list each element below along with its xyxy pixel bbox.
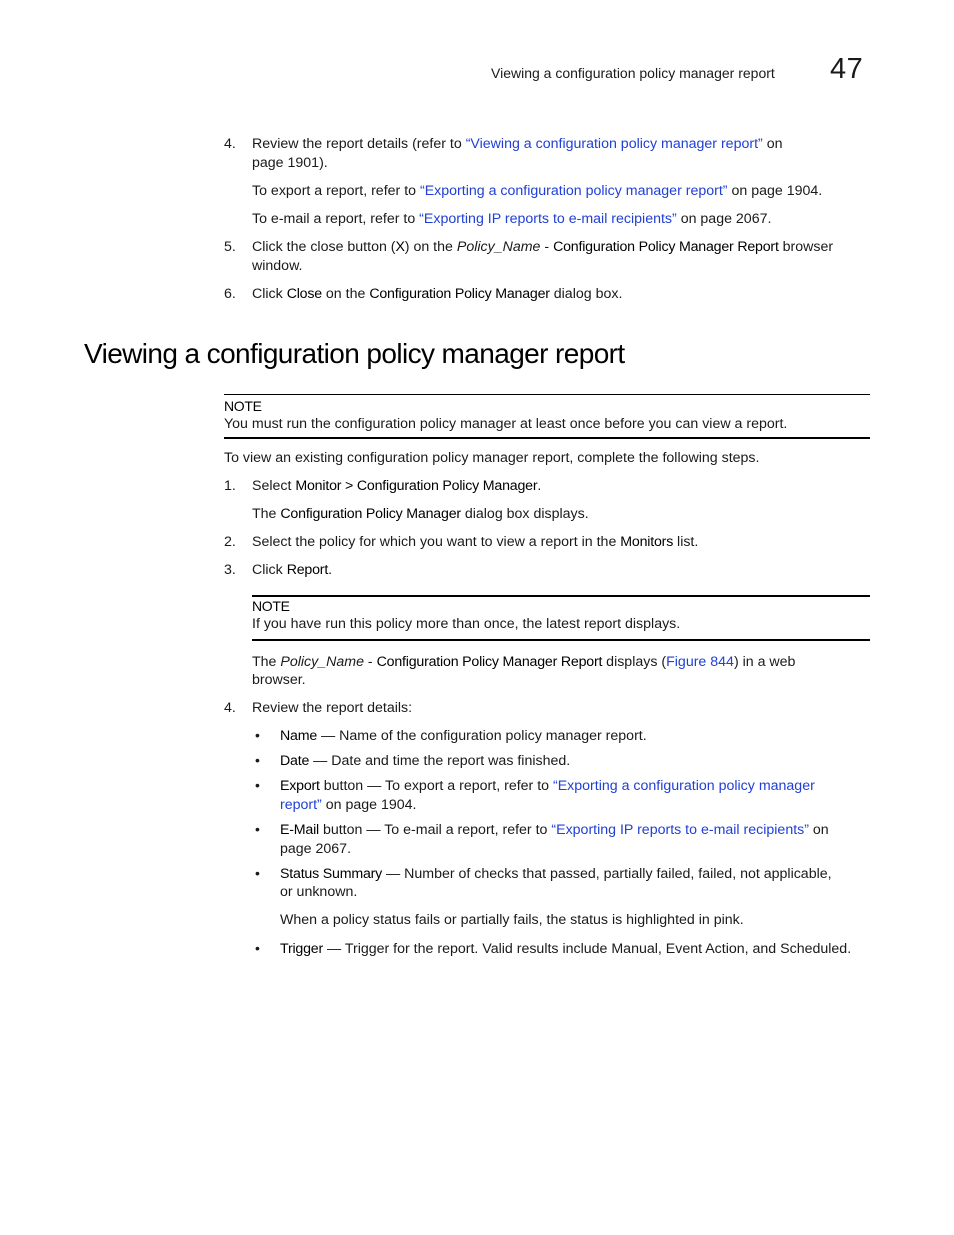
bullet-dot: • [255, 752, 260, 768]
bullet-email [280, 822, 829, 838]
step-text: Review the report details (refer to [252, 136, 466, 152]
step-5-text-line2: window. [252, 258, 303, 274]
step-number: 4. [224, 136, 236, 152]
bold-term: Trigger [280, 941, 324, 957]
bullet-text: button — To e-mail a report, refer to [319, 822, 552, 838]
step-3-text [252, 562, 332, 578]
note-label: NOTE [224, 398, 262, 414]
link-exporting-ip-reports[interactable]: “Exporting IP reports to e-mail recipients” [551, 822, 809, 838]
bullet-dot: • [255, 865, 260, 881]
bullet-name [280, 728, 647, 744]
para-text: ) in a web [733, 654, 796, 670]
para-text: To e-mail a report, refer to [252, 211, 420, 227]
note-label: NOTE [252, 598, 290, 614]
bold-term: E-Mail [280, 822, 320, 838]
bold-term: X [395, 239, 405, 255]
bullet-export [280, 778, 815, 794]
bullet-text: on page 1904. [321, 797, 417, 813]
note-bottom-rule [224, 437, 870, 439]
step-number: 6. [224, 286, 236, 302]
intro-paragraph: To view an existing configuration policy manager report, complete the following steps. [224, 450, 760, 466]
note-top-rule [224, 394, 870, 395]
link-viewing-report[interactable]: “Viewing a configuration policy manager report” [465, 136, 763, 152]
link-exporting-ip-reports[interactable]: “Exporting IP reports to e-mail recipients” [419, 211, 677, 227]
note-text: If you have run this policy more than once, the latest report displays. [252, 616, 681, 632]
bold-term: Configuration Policy Manager Report [553, 239, 779, 255]
note-bottom-rule [252, 639, 870, 641]
bold-term: Configuration Policy Manager [280, 506, 461, 522]
bold-term: Report [286, 562, 329, 578]
step-number: 4. [224, 700, 236, 716]
bullet-dot: • [255, 821, 260, 837]
para-text: The [252, 506, 281, 522]
italic-term: Policy_Name [456, 239, 541, 255]
running-header-title: Viewing a configuration policy manager report [491, 65, 775, 81]
email-paragraph [252, 211, 771, 227]
step-text: Select the policy for which you want to view a report in the [252, 534, 621, 550]
bullet-status-summary [280, 866, 832, 882]
menu-path: Monitor > Configuration Policy Manager [295, 478, 538, 494]
link-figure[interactable]: Figure 844 [666, 654, 734, 670]
bullet-dot: • [255, 727, 260, 743]
step-number: 2. [224, 534, 236, 550]
bullet-text: — Trigger for the report. Valid results include Manual, Event Action, and Scheduled. [323, 941, 852, 957]
bullet-dot: • [255, 940, 260, 956]
bullet-date [280, 753, 570, 769]
para-text: - [363, 654, 377, 670]
export-paragraph [252, 183, 822, 199]
step-4-text [252, 136, 782, 152]
step-number: 1. [224, 478, 236, 494]
bold-term: Export [280, 778, 320, 794]
bullet-text: — Date and time the report was finished. [309, 753, 571, 769]
bullet-text: button — To export a report, refer to [319, 778, 553, 794]
bullet-email-line2: page 2067. [280, 841, 352, 857]
step-4-text-line2: page 1901). [252, 155, 328, 171]
bold-term: Close [286, 286, 322, 302]
step-text: Click [252, 286, 287, 302]
para-text: To export a report, refer to [252, 183, 420, 199]
step-text: - [540, 239, 554, 255]
step-text: Select [252, 478, 296, 494]
bullet-trigger [280, 941, 851, 957]
section-heading: Viewing a configuration policy manager report [84, 338, 625, 369]
display-paragraph-line2: browser. [252, 672, 306, 688]
step-text: Click [252, 562, 287, 578]
chapter-number: 47 [830, 53, 864, 85]
link-exporting-report[interactable]: report” [280, 797, 322, 813]
step-4-review-text: Review the report details: [252, 700, 413, 716]
bold-term: Configuration Policy Manager [369, 286, 550, 302]
step-1-paragraph [252, 506, 589, 522]
para-text: The [252, 654, 281, 670]
step-text: Click the close button ( [252, 239, 396, 255]
bullet-text: — Number of checks that passed, partially failed, failed, not applicable, [382, 866, 832, 882]
note-top-rule [252, 595, 870, 597]
para-text: on page 2067. [676, 211, 772, 227]
bullet-export-line2 [280, 797, 416, 813]
bold-term: Monitors [620, 534, 674, 550]
step-1-text [252, 478, 541, 494]
step-number: 5. [224, 239, 236, 255]
status-paragraph: When a policy status fails or partially fails, the status is highlighted in pink. [280, 912, 744, 928]
bullet-text: — Name of the configuration policy manager report. [317, 728, 647, 744]
bold-term: Status Summary [280, 866, 383, 882]
step-text: . [328, 562, 333, 578]
para-text: on page 1904. [727, 183, 823, 199]
step-text: list. [673, 534, 699, 550]
note-text: You must run the configuration policy manager at least once before you can view a report. [224, 416, 788, 432]
step-5-text [252, 239, 833, 255]
step-text: browser [778, 239, 834, 255]
para-text: dialog box displays. [460, 506, 589, 522]
bold-term: Name [280, 728, 318, 744]
step-text: on the [321, 286, 370, 302]
step-2-text [252, 534, 698, 550]
step-6-text [252, 286, 622, 302]
display-paragraph [252, 654, 795, 670]
step-text: . [537, 478, 542, 494]
bullet-dot: • [255, 777, 260, 793]
step-text: on [762, 136, 783, 152]
link-exporting-report[interactable]: “Exporting a configuration policy manager report” [419, 183, 728, 199]
step-text: ) on the [404, 239, 457, 255]
step-number: 3. [224, 562, 236, 578]
para-text: displays ( [602, 654, 667, 670]
link-exporting-report[interactable]: “Exporting a configuration policy manager [552, 778, 815, 794]
italic-term: Policy_Name [280, 654, 364, 670]
bullet-status-summary-line2: or unknown. [280, 884, 358, 900]
bold-term: Date [280, 753, 310, 769]
step-text: dialog box. [549, 286, 623, 302]
bullet-text: on [808, 822, 829, 838]
bold-term: Configuration Policy Manager Report [376, 654, 603, 670]
